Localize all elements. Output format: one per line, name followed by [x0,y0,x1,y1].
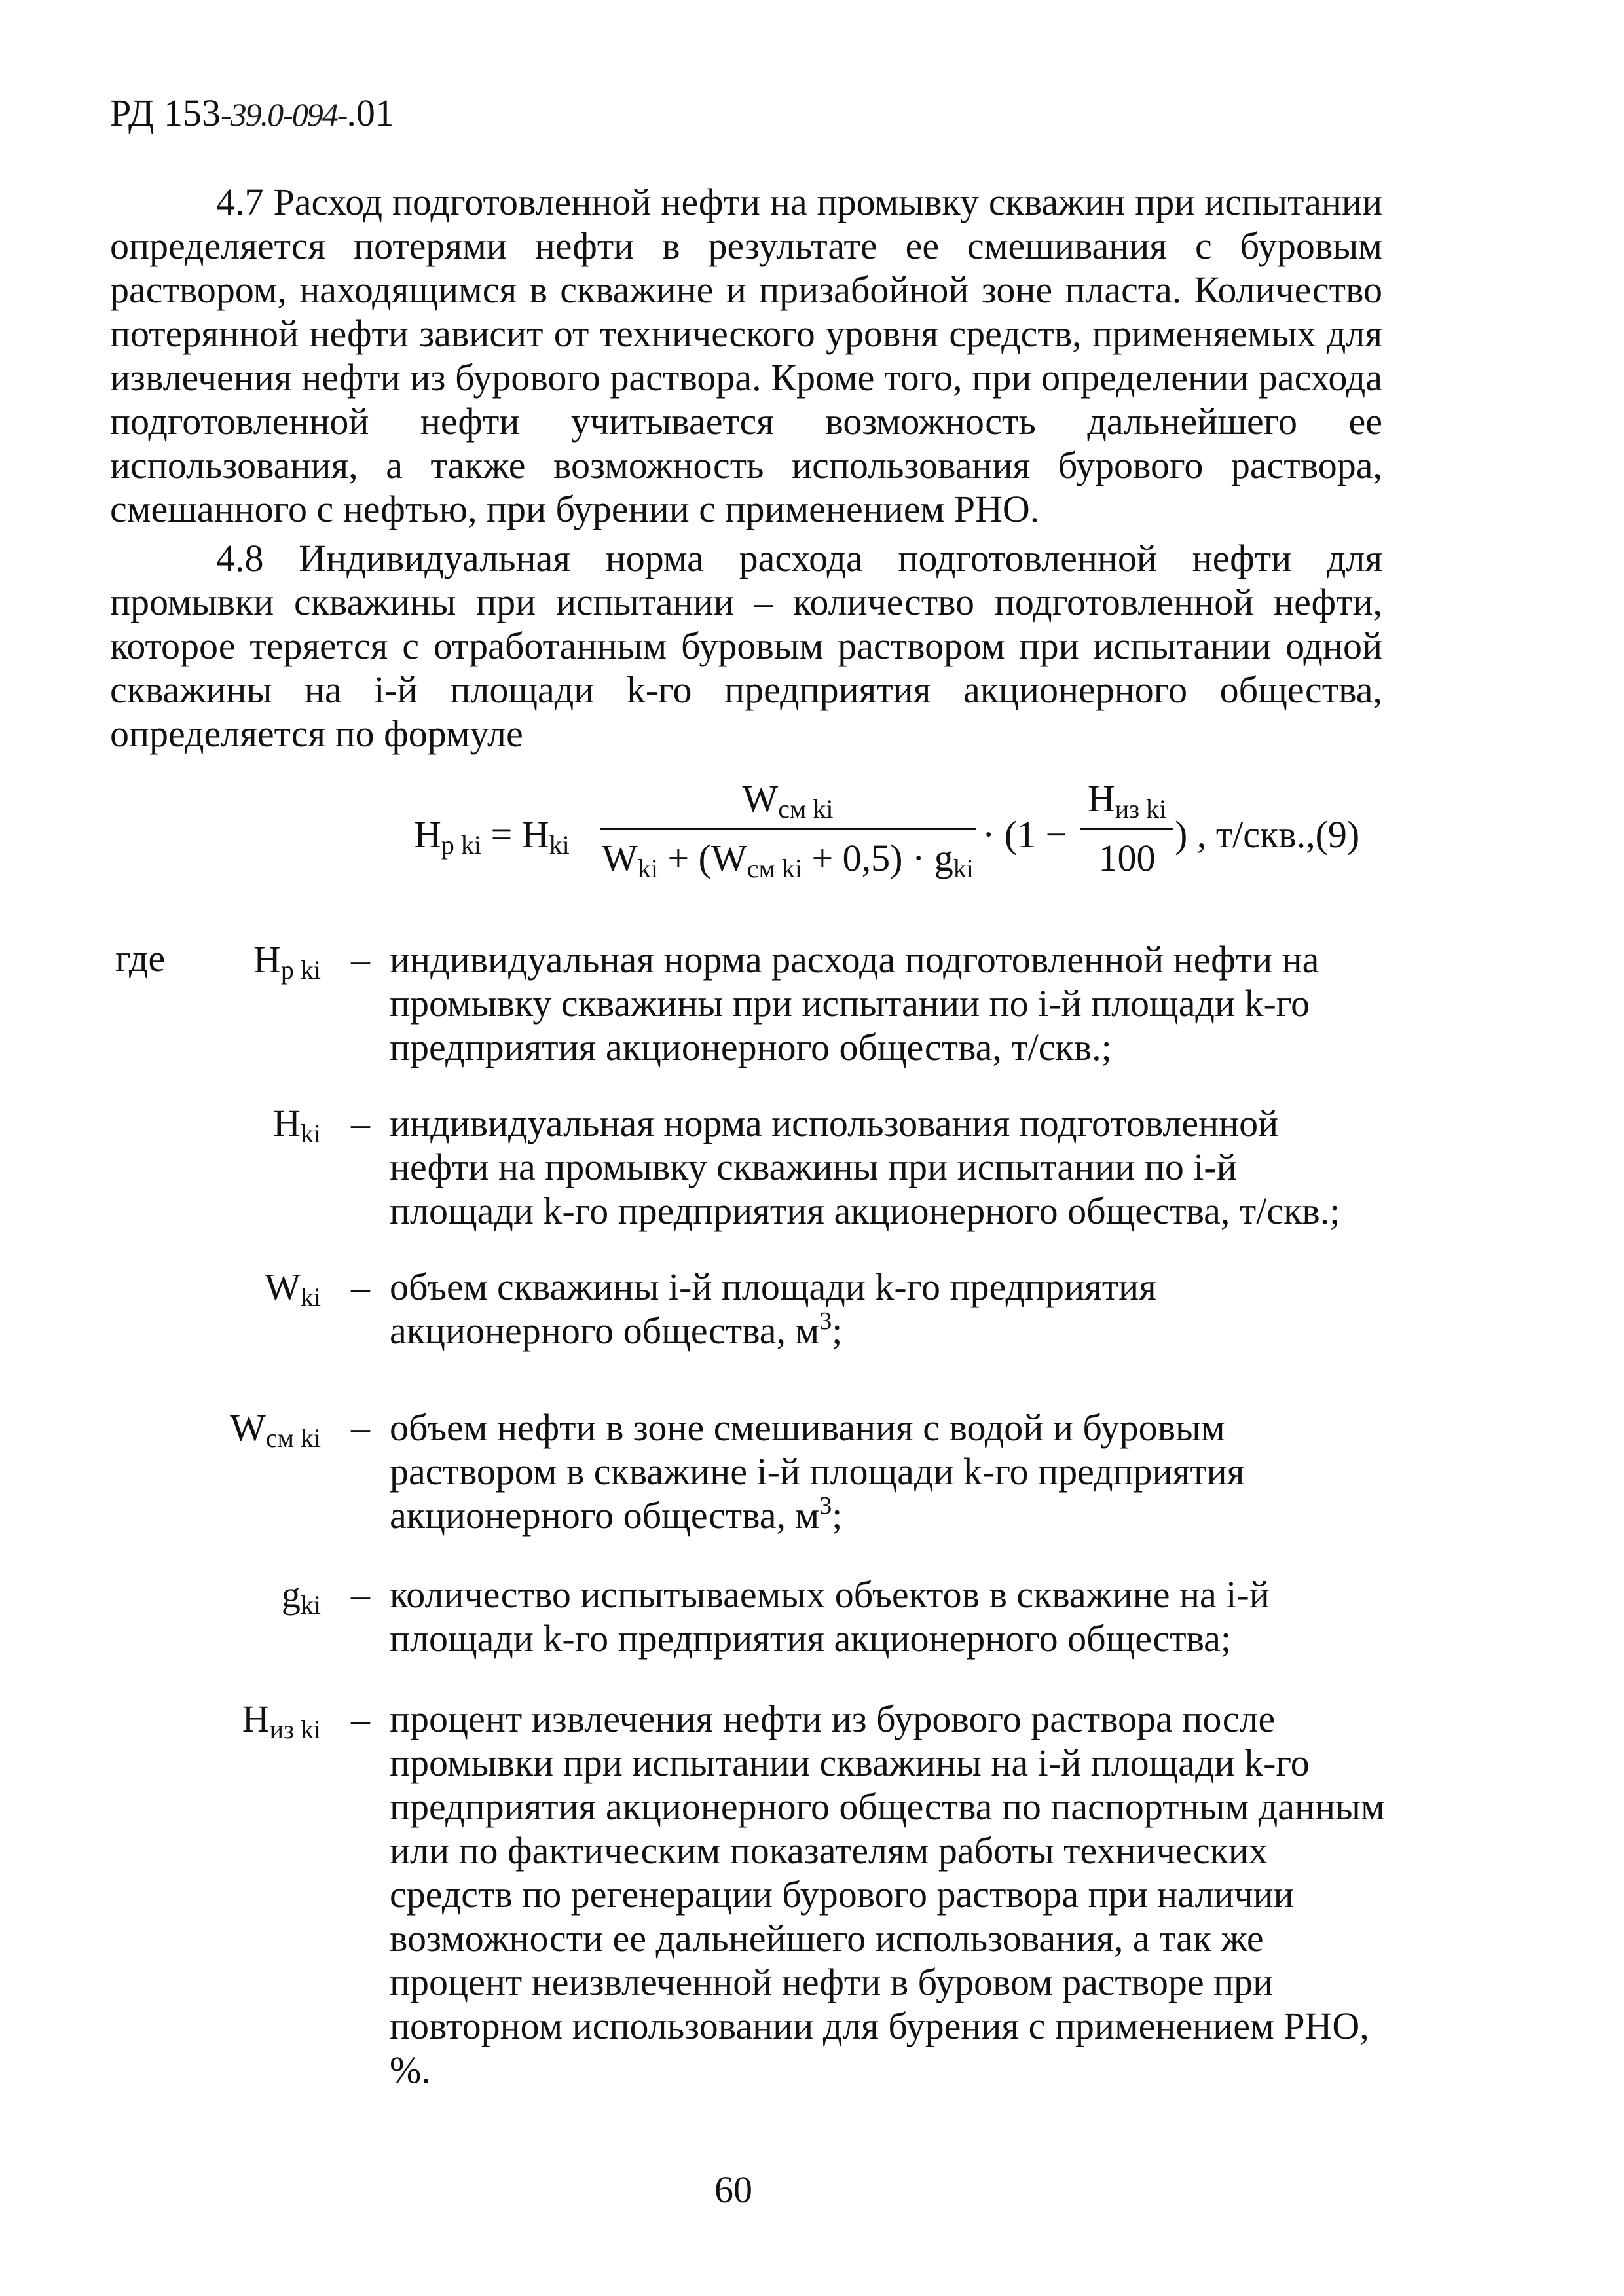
formula-multiplier: · (1 − [982,813,1067,856]
document-code [110,90,394,137]
page-number: 60 [714,2168,752,2211]
fraction-bar [1080,828,1173,830]
definition-dash: – [351,938,370,981]
definition-dash: – [351,1573,370,1616]
definition-dash: – [351,1698,370,1740]
formula-percent-numerator: $H_{из ki}$ [1087,777,1167,824]
definition-symbol: $W_{см ki}$ [230,1406,321,1453]
where-label: где [115,937,166,979]
formula-main-fraction [600,776,976,881]
definition-text: процент извлечения нефти из бурового раствора после промывки при испытании скважины на i-й площади k-го предприятия акционерного общества по паспортным данным или по фактическим показателям работы технических средств по регенерации бурового раствора при наличии возможности ее дальнейшего использования, а так же процент неизвлеченной нефти в буровом растворе при повторном использовании для бурения с применением РНО, %. [390,1698,1385,2091]
definition-text: индивидуальная норма использования подготовленной нефти на промывку скважины при испытании по i-й площади k-го предприятия акционерного общества, т/скв.; [390,1102,1340,1232]
formula-lhs: $H_{p ki} = H_{ki}$ [414,813,570,860]
definition-text: индивидуальная норма расхода подготовленной нефти на промывку скважины при испытании по i-й площади k-го предприятия акционерного общества, т/скв.; [390,938,1320,1068]
definition-symbol: $W_{ki}$ [265,1266,321,1312]
document-code-prefix: РД 153 [110,92,221,134]
formula-9 [414,776,1403,900]
paragraph-4-8: 4.8 Индивидуальная норма расхода подготовленной нефти для промывки скважины при испытании – количество подготовленной нефти, которое теряется с отработанным буровым раствором при испытании одной скважины на i-й площади k-го предприятия акционерного общества, определяется по формуле [110,537,1382,755]
fraction-bar [600,828,976,830]
formula-denominator: $W_{ki} + (W_{см ki} + 0,5) \cdot g_{ki}$ [602,837,974,883]
formula-percent-fraction [1080,776,1173,881]
paragraph-4-7: 4.7 Расход подготовленной нефти на промывку скважин при испытании определяется потерями нефти в результате ее смешивания с буровым раствором, находящимся в скважине и призабойной зоне пласта. Количество потерянной нефти зависит от технического уровня средств, применяемых для извлечения нефти из бурового раствора. Кроме того, при определении расхода подготовленной нефти учитывается возможность дальнейшего ее использования, а также возможность использования бурового раствора, смешанного с нефтью, при бурении с применением РНО. [110,181,1382,530]
definition-symbol: $H_{ki}$ [272,1102,321,1148]
definition-text: объем скважины i-й площади k-го предприятия акционерного общества, $м^3$; [390,1266,1156,1352]
definition-text: количество испытываемых объектов в скважине на i-й площади k-го предприятия акционерного общества; [390,1573,1270,1660]
formula-numerator: $W_{см ki}$ [742,777,834,824]
document-code-suffix: .01 [346,92,394,134]
handwritten-code: -39.0-094- [220,96,347,133]
body-text [110,180,1382,761]
formula-unit-and-number: ) , т/скв.,(9) [1175,813,1360,856]
definition-text: объем нефти в зоне смешивания с водой и буровым раствором в скважине i-й площади k-го предприятия акционерного общества, $м^3$; [390,1406,1245,1537]
definition-dash: – [351,1102,370,1144]
definition-symbol: $H_{из ki}$ [242,1698,321,1744]
definition-symbol: $H_{p ki}$ [253,938,321,985]
definition-symbol: $g_{ki}$ [281,1573,321,1620]
formula-percent-denominator: 100 [1098,837,1156,879]
definition-dash: – [351,1406,370,1449]
definition-dash: – [351,1266,370,1308]
